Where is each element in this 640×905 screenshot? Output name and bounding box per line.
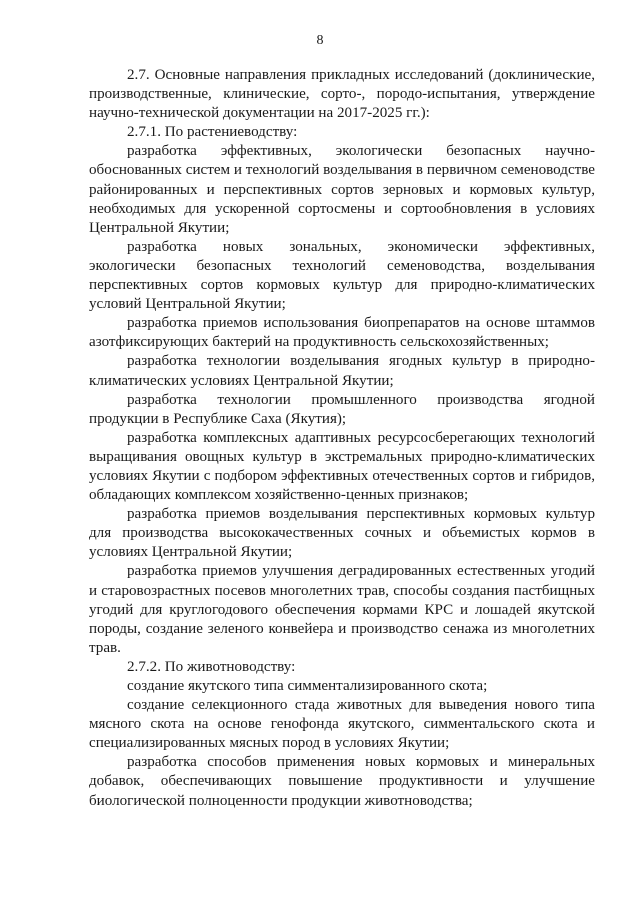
list-item-paragraph: разработка комплексных адаптивных ресурсосберегающих технологий выращивания овощных культур в экстремальных природно-климатических условиях Якутии с подбором эффективных отечественных сортов и гибридов, обладающих комплексом хозяйственно-ценных признаков; xyxy=(89,429,595,504)
list-item-paragraph: разработка способов применения новых кормовых и минеральных добавок, обеспечивающих повышение продуктивности и улучшение биологической полноценности продукции животноводства; xyxy=(89,754,595,809)
list-item-paragraph: разработка новых зональных, экономически эффективных, экологически безопасных технологий семеноводства, возделывания перспективных сортов кормовых культур для природно-климатических условий Центральной Якутии; xyxy=(89,238,595,313)
list-item-paragraph: разработка приемов использования биопрепаратов на основе штаммов азотфиксирующих бактерий на продуктивность сельскохозяйственных; xyxy=(89,315,595,351)
page-number: 8 xyxy=(316,33,324,48)
subsection-heading-livestock: 2.7.2. По животноводству: xyxy=(127,658,296,675)
section-intro-paragraph: 2.7. Основные направления прикладных исследований (доклинические, производственные, клинические, сорто-, породо-испытания, утверждение научно-технической документации на 2017-2025 гг.): xyxy=(89,67,595,122)
list-item-paragraph: разработка приемов улучшения деградированных естественных угодий и старовозрастных посевов многолетних трав, способы создания пастбищных угодий для круглогодового обеспечения кормами КРС и лошадей якутской породы, создание зеленого конвейера и производство сенажа из многолетних трав. xyxy=(89,563,595,656)
list-item-paragraph: создание селекционного стада животных для выведения нового типа мясного скота на основе генофонда якутского, симментальского скота и специализированных мясных пород в условиях Якутии; xyxy=(89,697,595,752)
list-item-paragraph: разработка технологии промышленного производства ягодной продукции в Республике Саха (Якутия); xyxy=(89,391,595,427)
list-item-paragraph: разработка технологии возделывания ягодных культур в природно-климатических условиях Центральной Якутии; xyxy=(89,353,595,389)
subsection-heading-plant-growing: 2.7.1. По растениеводству: xyxy=(127,124,298,141)
list-item-paragraph: создание якутского типа симментализированного скота; xyxy=(127,678,488,694)
list-item-paragraph: разработка приемов возделывания перспективных кормовых культур для производства высококачественных сочных и объемистых кормов в условиях Центральной Якутии; xyxy=(89,506,595,561)
document-body xyxy=(89,66,595,811)
list-item-paragraph: разработка эффективных, экологически безопасных научно-обоснованных систем и технологий возделывания в первичном семеноводстве районированных и перспективных сортов зерновых и кормовых культур, необходимых для ускоренной сортосмены и сортообновления в условиях Центральной Якутии; xyxy=(89,143,595,236)
